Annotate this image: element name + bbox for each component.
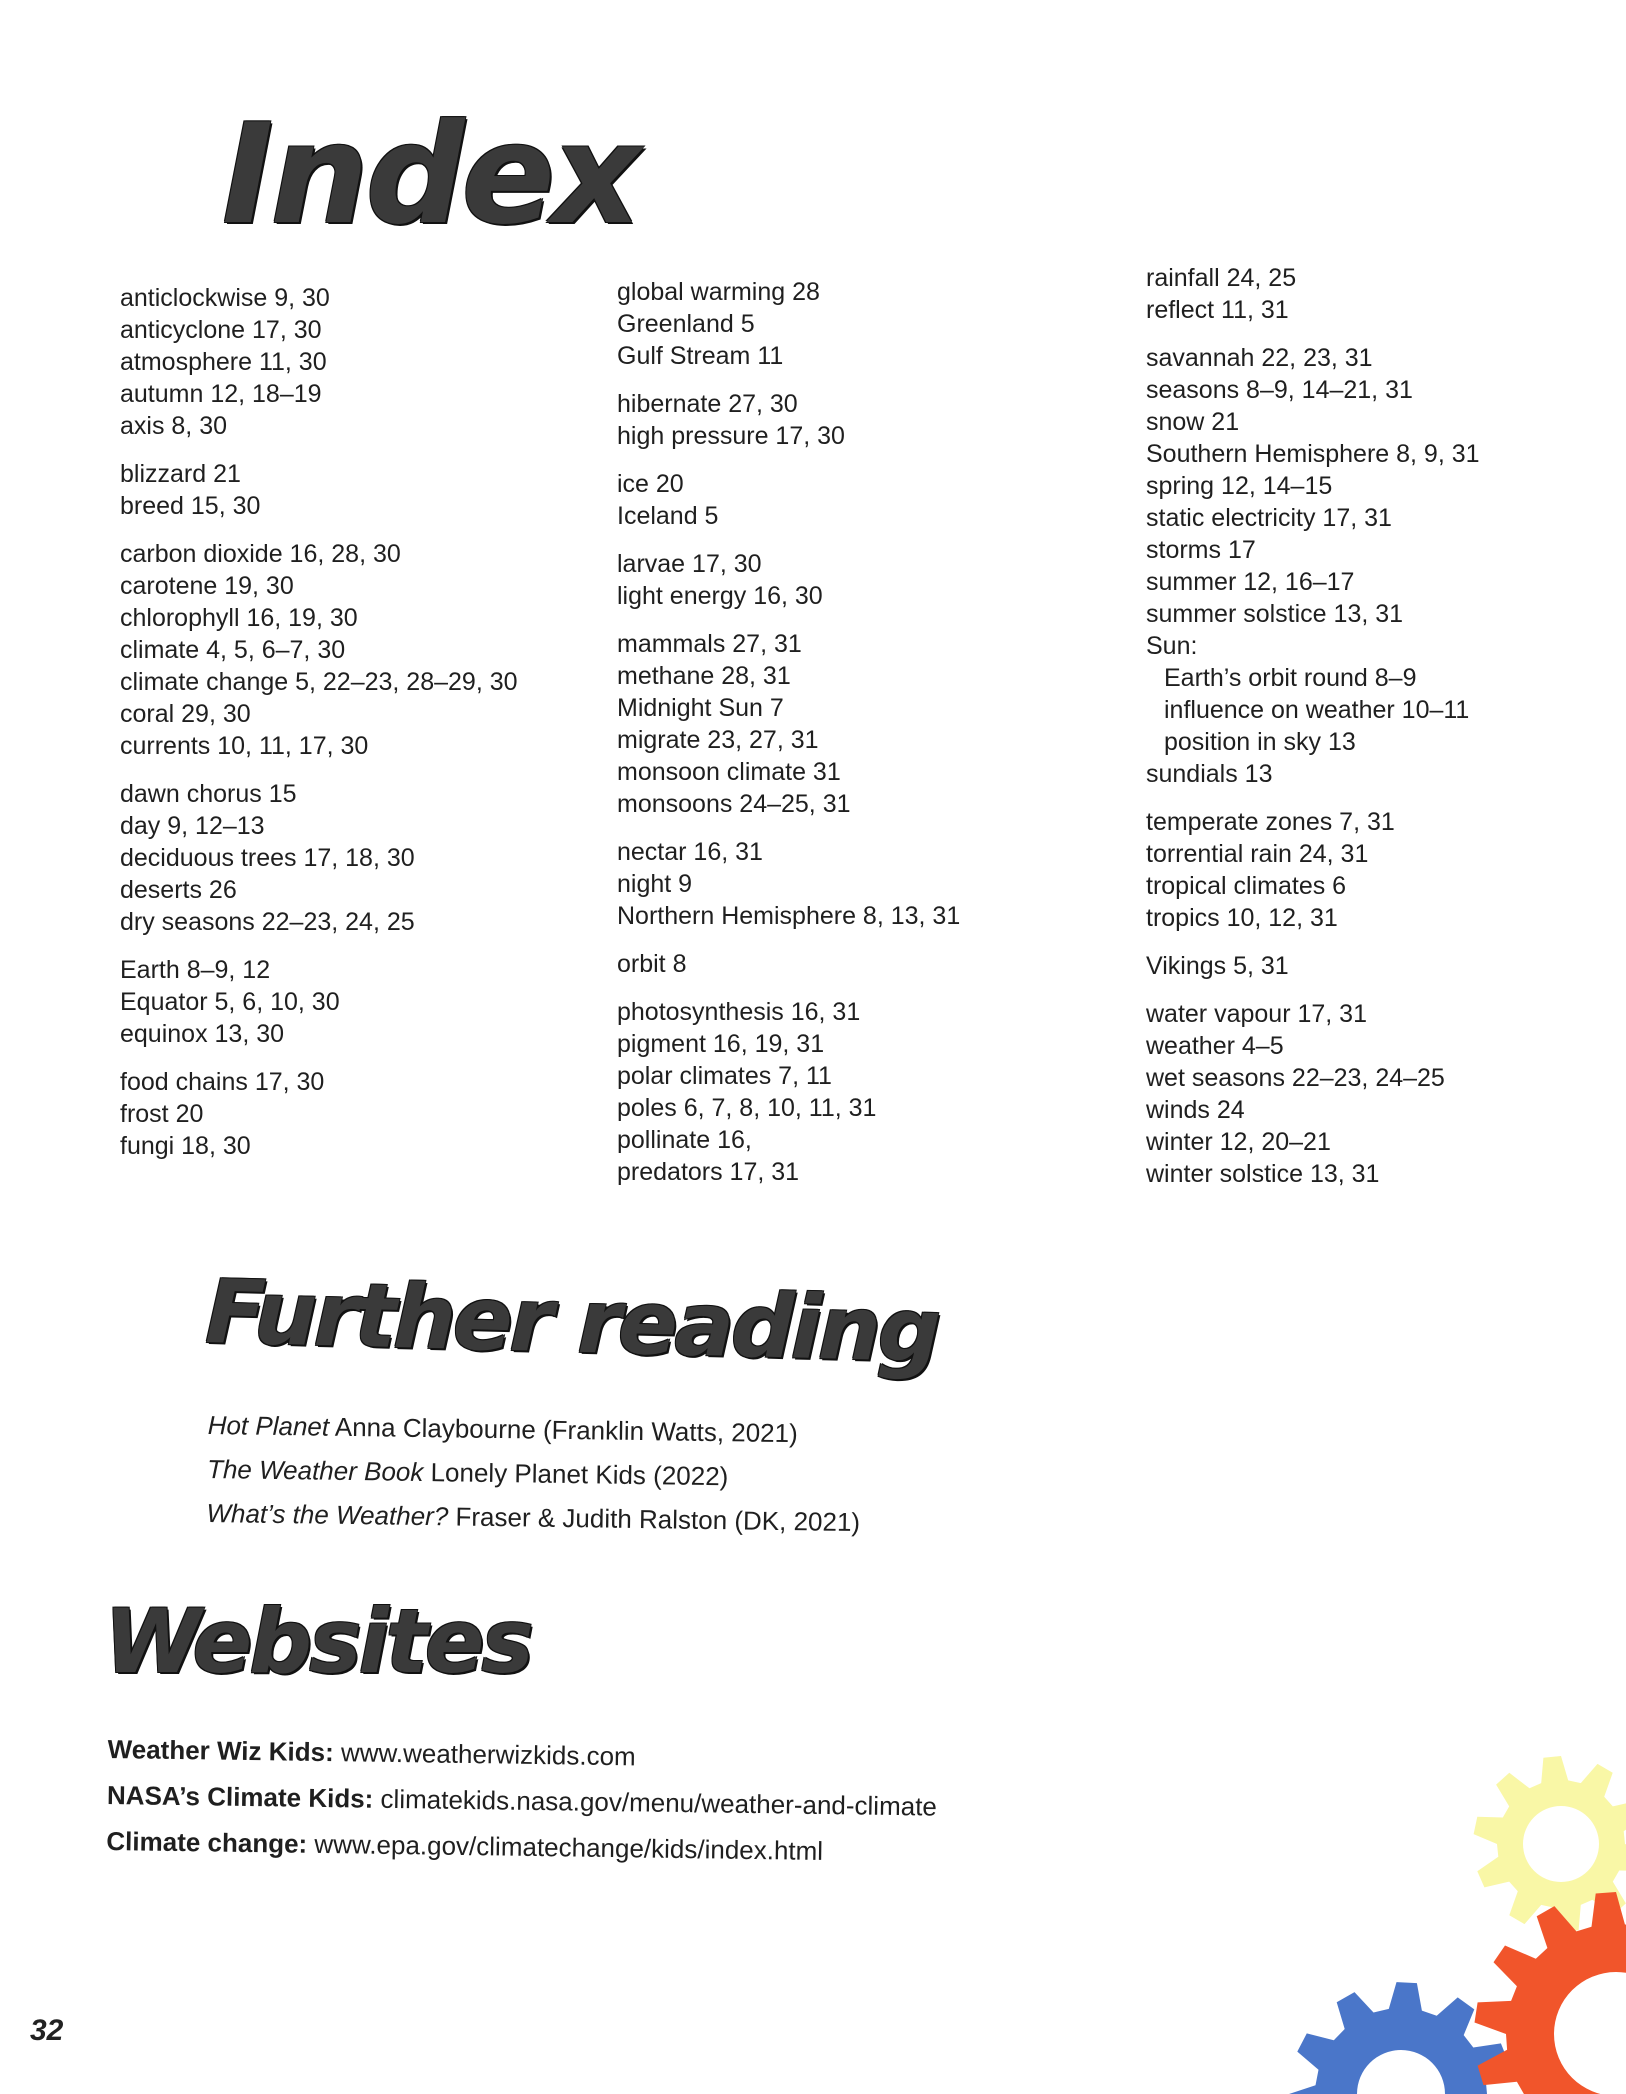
index-group	[617, 948, 1117, 980]
index-entry: static electricity 17, 31	[1146, 504, 1392, 532]
index-entry: migrate 23, 27, 31	[617, 726, 819, 754]
further-reading-heading: Further reading	[204, 1260, 940, 1383]
index-entry: Northern Hemisphere 8, 13, 31	[617, 902, 961, 930]
index-entry: photosynthesis 16, 31	[617, 998, 861, 1026]
index-entry: savannah 22, 23, 31	[1146, 344, 1373, 372]
index-entry: methane 28, 31	[617, 662, 791, 690]
index-entry: Equator 5, 6, 10, 30	[120, 988, 340, 1016]
index-entry: pollinate 16,	[617, 1126, 752, 1154]
index-group	[1146, 806, 1606, 934]
index-entry: deciduous trees 17, 18, 30	[120, 844, 415, 872]
index-entry: monsoons 24–25, 31	[617, 790, 851, 818]
websites-list	[106, 1726, 938, 1876]
gears-decoration	[1226, 1734, 1626, 2094]
index-group	[1146, 262, 1606, 326]
index-group	[617, 388, 1117, 452]
index-group	[120, 954, 620, 1050]
index-entry: dry seasons 22–23, 24, 25	[120, 908, 415, 936]
index-group	[120, 458, 620, 522]
index-entry: day 9, 12–13	[120, 812, 265, 840]
index-entry: summer solstice 13, 31	[1146, 600, 1404, 628]
index-entry: tropics 10, 12, 31	[1146, 904, 1338, 932]
index-entry: Iceland 5	[617, 502, 719, 530]
index-entry: hibernate 27, 30	[617, 390, 798, 418]
index-entry: seasons 8–9, 14–21, 31	[1146, 376, 1413, 404]
blue-gear-icon	[1289, 1982, 1512, 2094]
index-entry: equinox 13, 30	[120, 1020, 285, 1048]
website-url: climatekids.nasa.gov/menu/weather-and-climate	[373, 1783, 938, 1822]
index-column-3	[1146, 262, 1606, 1206]
index-entry: tropical climates 6	[1146, 872, 1347, 900]
index-group	[617, 276, 1117, 372]
index-entry: polar climates 7, 11	[617, 1062, 832, 1090]
index-entry: Earth’s orbit round 8–9	[1164, 664, 1417, 692]
further-reading-list	[206, 1403, 861, 1544]
index-entry: high pressure 17, 30	[617, 422, 845, 450]
index-column-1	[120, 282, 620, 1178]
index-entry: weather 4–5	[1146, 1032, 1284, 1060]
index-group	[120, 1066, 620, 1162]
index-entry: nectar 16, 31	[617, 838, 763, 866]
index-group	[617, 468, 1117, 532]
index-entry: winter solstice 13, 31	[1146, 1160, 1380, 1188]
index-entry: dawn chorus 15	[120, 780, 297, 808]
index-entry: light energy 16, 30	[617, 582, 823, 610]
page-number: 32	[30, 2014, 64, 2047]
website-label: NASA’s Climate Kids:	[106, 1779, 374, 1814]
book-details: Fraser & Judith Ralston (DK, 2021)	[448, 1501, 861, 1538]
index-entry: climate change 5, 22–23, 28–29, 30	[120, 668, 518, 696]
index-entry: anticyclone 17, 30	[120, 316, 322, 344]
websites-heading: Websites	[104, 1590, 531, 1693]
index-entry: carotene 19, 30	[120, 572, 294, 600]
index-entry: reflect 11, 31	[1146, 296, 1289, 324]
book-entry	[206, 1491, 860, 1544]
index-entry: global warming 28	[617, 278, 820, 306]
index-group	[120, 282, 620, 442]
index-entry: fungi 18, 30	[120, 1132, 251, 1160]
index-entry: atmosphere 11, 30	[120, 348, 327, 376]
index-entry: larvae 17, 30	[617, 550, 762, 578]
website-url: www.weatherwizkids.com	[333, 1737, 636, 1772]
index-group	[1146, 998, 1606, 1190]
index-group	[120, 778, 620, 938]
index-group	[1146, 950, 1606, 982]
index-entry: rainfall 24, 25	[1146, 264, 1297, 292]
website-label: Climate change:	[106, 1825, 308, 1859]
index-entry: breed 15, 30	[120, 492, 261, 520]
index-entry: pigment 16, 19, 31	[617, 1030, 825, 1058]
index-entry: mammals 27, 31	[617, 630, 802, 658]
index-column-2	[617, 276, 1117, 1204]
index-entry: frost 20	[120, 1100, 204, 1128]
index-group	[1146, 342, 1606, 790]
index-entry: orbit 8	[617, 950, 687, 978]
index-entry: winter 12, 20–21	[1146, 1128, 1331, 1156]
index-entry: Vikings 5, 31	[1146, 952, 1289, 980]
index-entry: poles 6, 7, 8, 10, 11, 31	[617, 1094, 877, 1122]
index-entry: snow 21	[1146, 408, 1240, 436]
index-heading: Index	[222, 94, 638, 255]
index-entry: Midnight Sun 7	[617, 694, 784, 722]
index-entry: storms 17	[1146, 536, 1256, 564]
index-entry: water vapour 17, 31	[1146, 1000, 1367, 1028]
index-entry: coral 29, 30	[120, 700, 251, 728]
index-entry: Greenland 5	[617, 310, 755, 338]
book-details: Lonely Planet Kids (2022)	[423, 1457, 729, 1492]
index-entry: spring 12, 14–15	[1146, 472, 1333, 500]
index-entry: torrential rain 24, 31	[1146, 840, 1369, 868]
index-entry: influence on weather 10–11	[1164, 696, 1470, 724]
index-entry: wet seasons 22–23, 24–25	[1146, 1064, 1445, 1092]
index-entry: blizzard 21	[120, 460, 241, 488]
index-entry: position in sky 13	[1164, 728, 1356, 756]
orange-gear-icon	[1475, 1892, 1626, 2094]
index-entry: chlorophyll 16, 19, 30	[120, 604, 358, 632]
index-group	[617, 836, 1117, 932]
index-entry: Southern Hemisphere 8, 9, 31	[1146, 440, 1480, 468]
index-entry: currents 10, 11, 17, 30	[120, 732, 369, 760]
index-entry: predators 17, 31	[617, 1158, 800, 1186]
website-label: Weather Wiz Kids:	[107, 1733, 334, 1768]
index-group	[120, 538, 620, 762]
book-title: The Weather Book	[206, 1453, 424, 1488]
book-details: Anna Claybourne (Franklin Watts, 2021)	[328, 1411, 798, 1449]
index-entry: ice 20	[617, 470, 684, 498]
index-entry: Earth 8–9, 12	[120, 956, 271, 984]
index-entry: deserts 26	[120, 876, 237, 904]
index-entry: temperate zones 7, 31	[1146, 808, 1395, 836]
website-url: www.epa.gov/climatechange/kids/index.html	[306, 1828, 824, 1866]
book-title: Hot Planet	[207, 1409, 330, 1442]
index-entry: Gulf Stream 11	[617, 342, 784, 370]
index-group	[617, 996, 1117, 1188]
index-group	[617, 548, 1117, 612]
index-entry: autumn 12, 18–19	[120, 380, 322, 408]
index-entry: winds 24	[1146, 1096, 1245, 1124]
index-entry: climate 4, 5, 6–7, 30	[120, 636, 346, 664]
index-entry: axis 8, 30	[120, 412, 228, 440]
index-entry: anticlockwise 9, 30	[120, 284, 330, 312]
index-group	[617, 628, 1117, 820]
index-entry: food chains 17, 30	[120, 1068, 325, 1096]
index-entry: monsoon climate 31	[617, 758, 841, 786]
index-entry: summer 12, 16–17	[1146, 568, 1355, 596]
book-title: What’s the Weather?	[206, 1497, 449, 1532]
index-entry: sundials 13	[1146, 760, 1273, 788]
index-entry: night 9	[617, 870, 693, 898]
index-entry: Sun:	[1146, 632, 1198, 660]
index-entry: carbon dioxide 16, 28, 30	[120, 540, 401, 568]
